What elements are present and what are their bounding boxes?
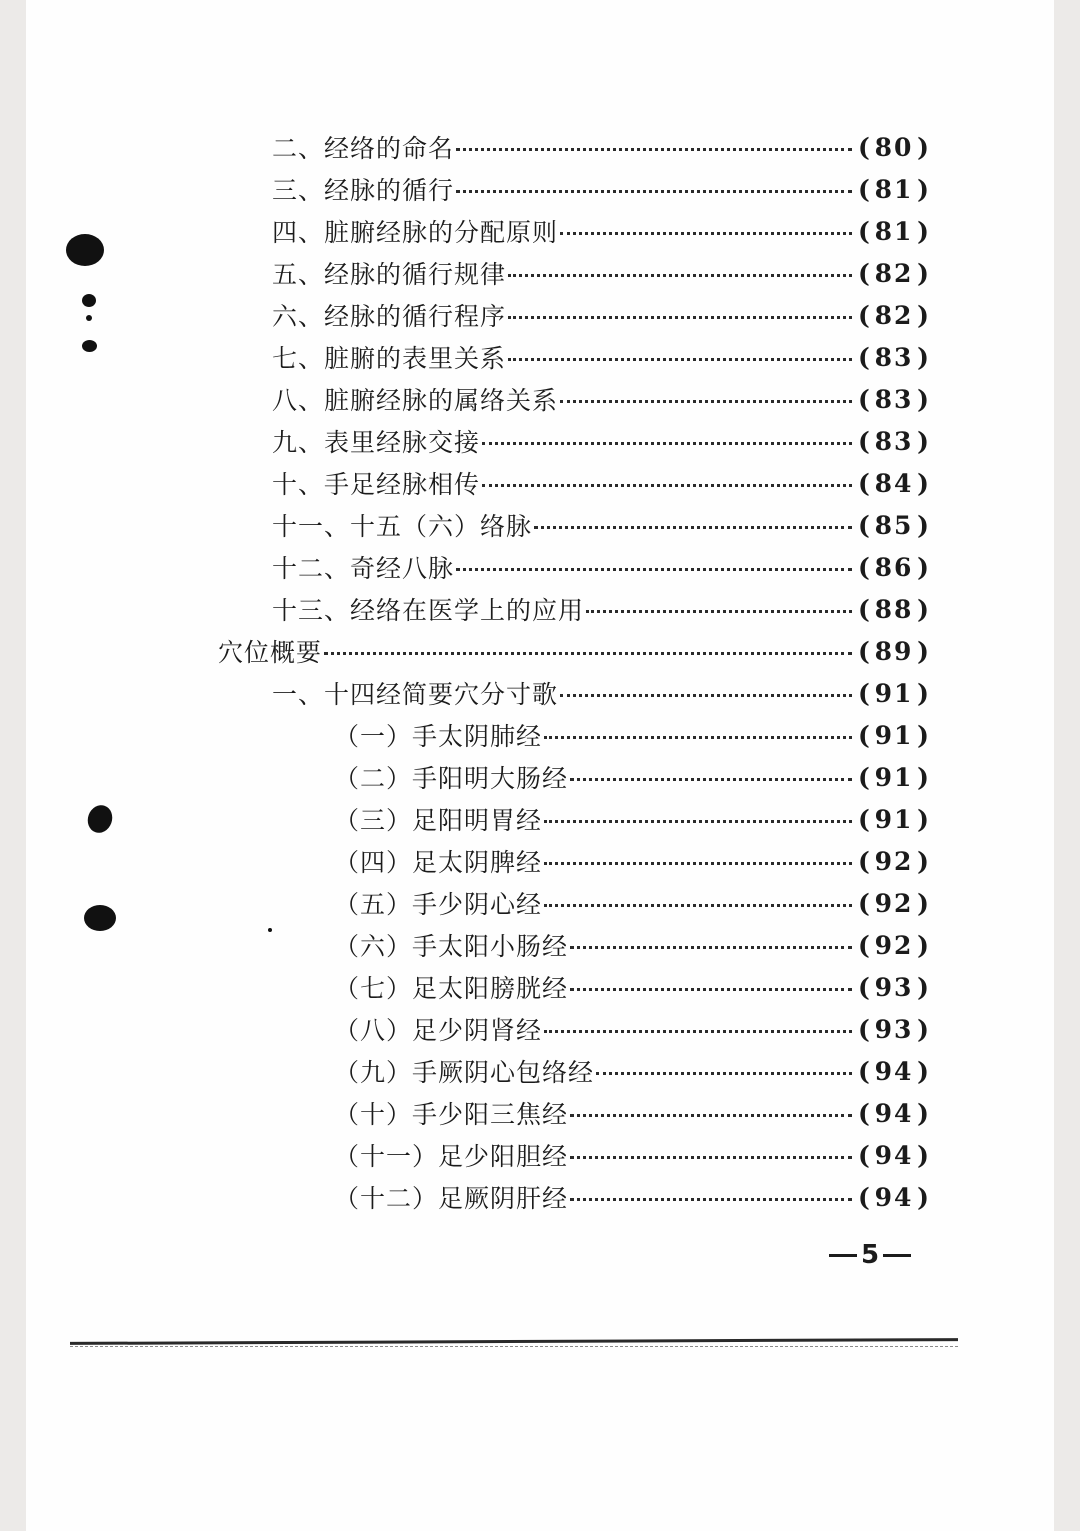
- ink-blot: [84, 905, 116, 931]
- toc-entry-page: ( 83 ): [858, 426, 930, 456]
- toc-entry-page: ( 89 ): [858, 636, 930, 666]
- leader-dots: [596, 1072, 852, 1075]
- toc-entry[interactable]: [272, 672, 930, 714]
- toc-entry[interactable]: [272, 546, 930, 588]
- leader-dots: [560, 232, 852, 235]
- leader-dots: [544, 904, 852, 907]
- toc-entry[interactable]: [334, 882, 930, 924]
- toc-entry-page: ( 94 ): [858, 1098, 930, 1128]
- page-number-dash: [883, 1254, 911, 1257]
- toc-entry-page: ( 82 ): [858, 258, 930, 288]
- toc-entry-page: ( 88 ): [858, 594, 930, 624]
- toc-entry-title: 三、经脉的循行: [272, 176, 455, 205]
- toc-entry-title: 六、经脉的循行程序: [272, 302, 507, 331]
- leader-dots: [456, 568, 852, 571]
- toc-entry-title: （十一）足少阳胆经: [334, 1142, 569, 1171]
- leader-dots: [482, 484, 852, 487]
- toc-entry-title: 十三、经络在医学上的应用: [272, 596, 585, 625]
- toc-entry-page: ( 91 ): [858, 804, 930, 834]
- toc-entry-page: ( 81 ): [858, 174, 930, 204]
- leader-dots: [570, 1114, 852, 1117]
- toc-entry[interactable]: [272, 420, 930, 462]
- toc-entry-title: （九）手厥阴心包络经: [334, 1058, 595, 1087]
- toc-entry-page: ( 94 ): [858, 1140, 930, 1170]
- toc-entry-page: ( 81 ): [858, 216, 930, 246]
- toc-entry-title: （七）足太阳膀胱经: [334, 974, 569, 1003]
- toc-entry-title: 五、经脉的循行规律: [272, 260, 507, 289]
- toc-entry[interactable]: [272, 336, 930, 378]
- ink-blot: [66, 234, 104, 266]
- toc-entry-title: 一、十四经简要穴分寸歌: [272, 680, 559, 709]
- toc-entry-page: ( 80 ): [858, 132, 930, 162]
- toc-entry[interactable]: [334, 1176, 930, 1218]
- toc-entry[interactable]: [334, 798, 930, 840]
- leader-dots: [570, 1198, 852, 1201]
- leader-dots: [570, 1156, 852, 1159]
- toc-entry-title: （十二）足厥阴肝经: [334, 1184, 569, 1213]
- toc-entry-page: ( 94 ): [858, 1056, 930, 1086]
- toc-entry-title: 八、脏腑经脉的属络关系: [272, 386, 559, 415]
- toc-entry-page: ( 91 ): [858, 678, 930, 708]
- toc-entry[interactable]: [334, 1092, 930, 1134]
- bottom-rule-shadow: [70, 1346, 958, 1347]
- toc-entry[interactable]: [272, 588, 930, 630]
- toc-entry-page: ( 86 ): [858, 552, 930, 582]
- leader-dots: [508, 274, 852, 277]
- toc-entry-page: ( 92 ): [858, 846, 930, 876]
- toc-entry-page: ( 92 ): [858, 888, 930, 918]
- toc-entry[interactable]: [334, 756, 930, 798]
- leader-dots: [586, 610, 852, 613]
- leader-dots: [544, 1030, 852, 1033]
- leader-dots: [508, 358, 852, 361]
- toc-entry-title: 七、脏腑的表里关系: [272, 344, 507, 373]
- toc-entry[interactable]: [272, 504, 930, 546]
- toc-entry[interactable]: [334, 1008, 930, 1050]
- leader-dots: [560, 694, 852, 697]
- toc-entry-page: ( 85 ): [858, 510, 930, 540]
- leader-dots: [570, 778, 852, 781]
- toc-entry-title: （十）手少阳三焦经: [334, 1100, 569, 1129]
- toc-entry[interactable]: [272, 126, 930, 168]
- toc-entry[interactable]: [334, 924, 930, 966]
- toc-entry-title: 九、表里经脉交接: [272, 428, 481, 457]
- toc-entry[interactable]: [272, 210, 930, 252]
- toc-entry-title: 十二、奇经八脉: [272, 554, 455, 583]
- toc-entry-title: 四、脏腑经脉的分配原则: [272, 218, 559, 247]
- toc-entry-title: 穴位概要: [218, 638, 323, 667]
- ink-speck: [268, 928, 272, 932]
- page-number: [825, 1240, 915, 1270]
- leader-dots: [482, 442, 852, 445]
- toc-entry-page: ( 83 ): [858, 342, 930, 372]
- leader-dots: [456, 148, 852, 151]
- page-number-value: 5: [861, 1240, 880, 1270]
- toc-entry-title: （四）足太阴脾经: [334, 848, 543, 877]
- toc-entry[interactable]: [272, 462, 930, 504]
- toc-entry-page: ( 84 ): [858, 468, 930, 498]
- toc-entry-title: （六）手太阳小肠经: [334, 932, 569, 961]
- toc-entry-page: ( 94 ): [858, 1182, 930, 1212]
- toc-entry[interactable]: [334, 1050, 930, 1092]
- toc-entry-title: （二）手阳明大肠经: [334, 764, 569, 793]
- toc-entry-page: ( 91 ): [858, 720, 930, 750]
- toc-entry[interactable]: [272, 294, 930, 336]
- toc-entry-title: 二、经络的命名: [272, 134, 455, 163]
- toc-entry-title: （一）手太阴肺经: [334, 722, 543, 751]
- ink-blot: [82, 340, 97, 352]
- toc-entry[interactable]: [334, 1134, 930, 1176]
- toc-entry-page: ( 82 ): [858, 300, 930, 330]
- toc-entry[interactable]: [218, 630, 930, 672]
- toc-entry[interactable]: [334, 966, 930, 1008]
- toc-entry-title: 十一、十五（六）络脉: [272, 512, 533, 541]
- toc-entry[interactable]: [272, 168, 930, 210]
- leader-dots: [508, 316, 852, 319]
- leader-dots: [560, 400, 852, 403]
- ink-blot: [82, 294, 96, 307]
- toc-entry-page: ( 83 ): [858, 384, 930, 414]
- toc-entry-page: ( 92 ): [858, 930, 930, 960]
- toc-entry[interactable]: [334, 714, 930, 756]
- toc-entry[interactable]: [334, 840, 930, 882]
- leader-dots: [544, 736, 852, 739]
- leader-dots: [570, 988, 852, 991]
- page-number-dash: [829, 1254, 857, 1257]
- toc-entry-title: （三）足阳明胃经: [334, 806, 543, 835]
- toc-entry[interactable]: [272, 252, 930, 294]
- toc-entry-page: ( 93 ): [858, 972, 930, 1002]
- leader-dots: [544, 820, 852, 823]
- toc-entry[interactable]: [272, 378, 930, 420]
- leader-dots: [570, 946, 852, 949]
- leader-dots: [324, 652, 852, 655]
- ink-blot: [86, 315, 92, 321]
- leader-dots: [544, 862, 852, 865]
- toc-entry-title: （八）足少阴肾经: [334, 1016, 543, 1045]
- toc-entry-page: ( 93 ): [858, 1014, 930, 1044]
- toc-entry-title: （五）手少阴心经: [334, 890, 543, 919]
- toc-entry-page: ( 91 ): [858, 762, 930, 792]
- leader-dots: [534, 526, 852, 529]
- leader-dots: [456, 190, 852, 193]
- toc-entry-title: 十、手足经脉相传: [272, 470, 481, 499]
